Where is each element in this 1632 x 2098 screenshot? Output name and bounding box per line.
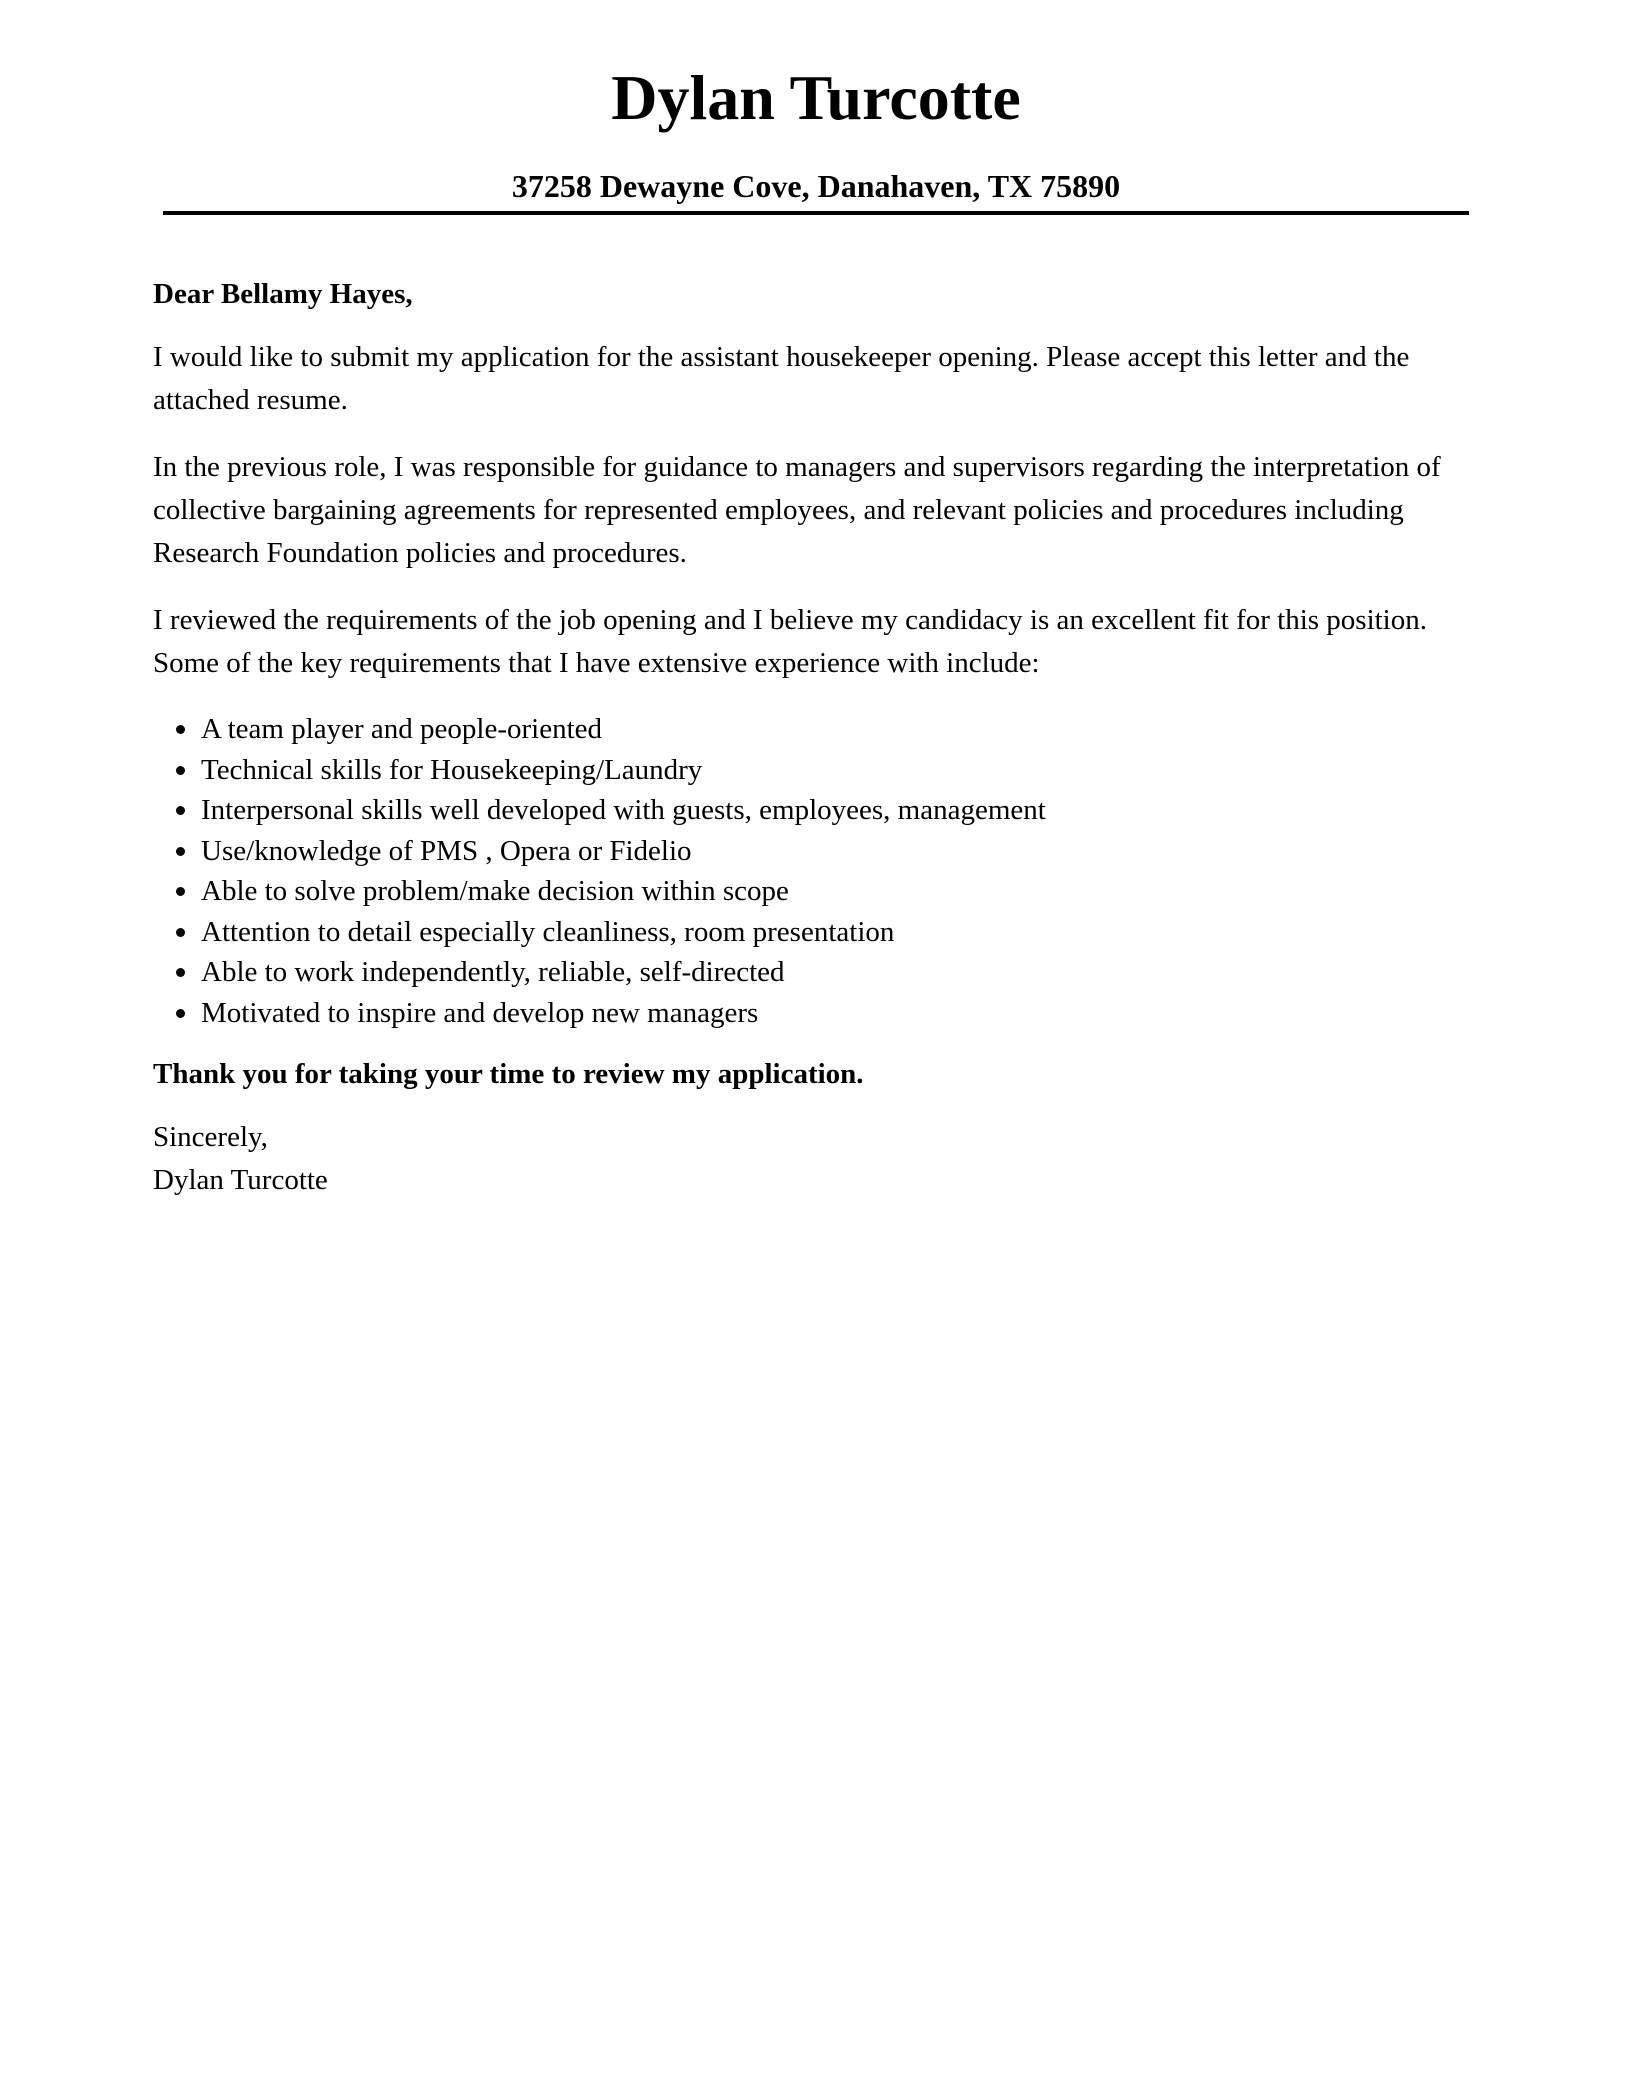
paragraph-intro: I would like to submit my application for the assistant housekeeper opening. Please accept this letter and the attached resume. <box>153 341 1410 416</box>
bullet-icon <box>176 968 185 977</box>
list-item <box>153 993 1473 1034</box>
letter-body <box>153 274 1473 1202</box>
bullet-icon <box>176 928 185 937</box>
paragraph-experience: In the previous role, I was responsible for guidance to managers and supervisors regarding the interpretation of collective bargaining agreements for represented employees, and relevant policies and procedures including Research Foundation policies and procedures. <box>153 451 1441 569</box>
list-item <box>153 750 1473 791</box>
bullet-icon <box>176 847 185 856</box>
header-divider <box>163 211 1469 215</box>
list-item <box>153 871 1473 912</box>
bullet-icon <box>176 766 185 775</box>
signature-name: Dylan Turcotte <box>153 1164 328 1196</box>
thank-you-line: Thank you for taking your time to review my application. <box>153 1058 864 1090</box>
bullet-icon <box>176 806 185 815</box>
list-item <box>153 912 1473 953</box>
bullet-icon <box>176 1009 185 1018</box>
list-item <box>153 709 1473 750</box>
list-item <box>153 831 1473 872</box>
list-item-text: Interpersonal skills well developed with guests, employees, management <box>201 794 1046 826</box>
paragraph-requirements-intro: I reviewed the requirements of the job opening and I believe my candidacy is an excellent fit for this position. Some of the key requirements that I have extensive experience with include: <box>153 604 1427 679</box>
requirements-list <box>153 709 1473 1033</box>
list-item-text: Attention to detail especially cleanliness, room presentation <box>201 915 895 948</box>
list-item-text: Able to solve problem/make decision within scope <box>201 875 789 907</box>
closing: Sincerely, <box>153 1121 268 1153</box>
applicant-name: Dylan Turcotte <box>611 62 1021 133</box>
bullet-icon <box>176 887 185 896</box>
list-item <box>153 790 1473 831</box>
salutation: Dear Bellamy Hayes, <box>153 278 413 310</box>
list-item-text: Motivated to inspire and develop new managers <box>201 996 759 1029</box>
list-item-text: Use/knowledge of PMS , Opera or Fidelio <box>201 834 692 867</box>
list-item-text: Technical skills for Housekeeping/Laundry <box>201 753 703 786</box>
list-item-text: A team player and people-oriented <box>201 713 603 745</box>
list-item-text: Able to work independently, reliable, self-directed <box>201 956 785 988</box>
list-item <box>153 952 1473 993</box>
applicant-address: 37258 Dewayne Cove, Danahaven, TX 75890 <box>511 168 1121 204</box>
bullet-icon <box>176 725 185 734</box>
